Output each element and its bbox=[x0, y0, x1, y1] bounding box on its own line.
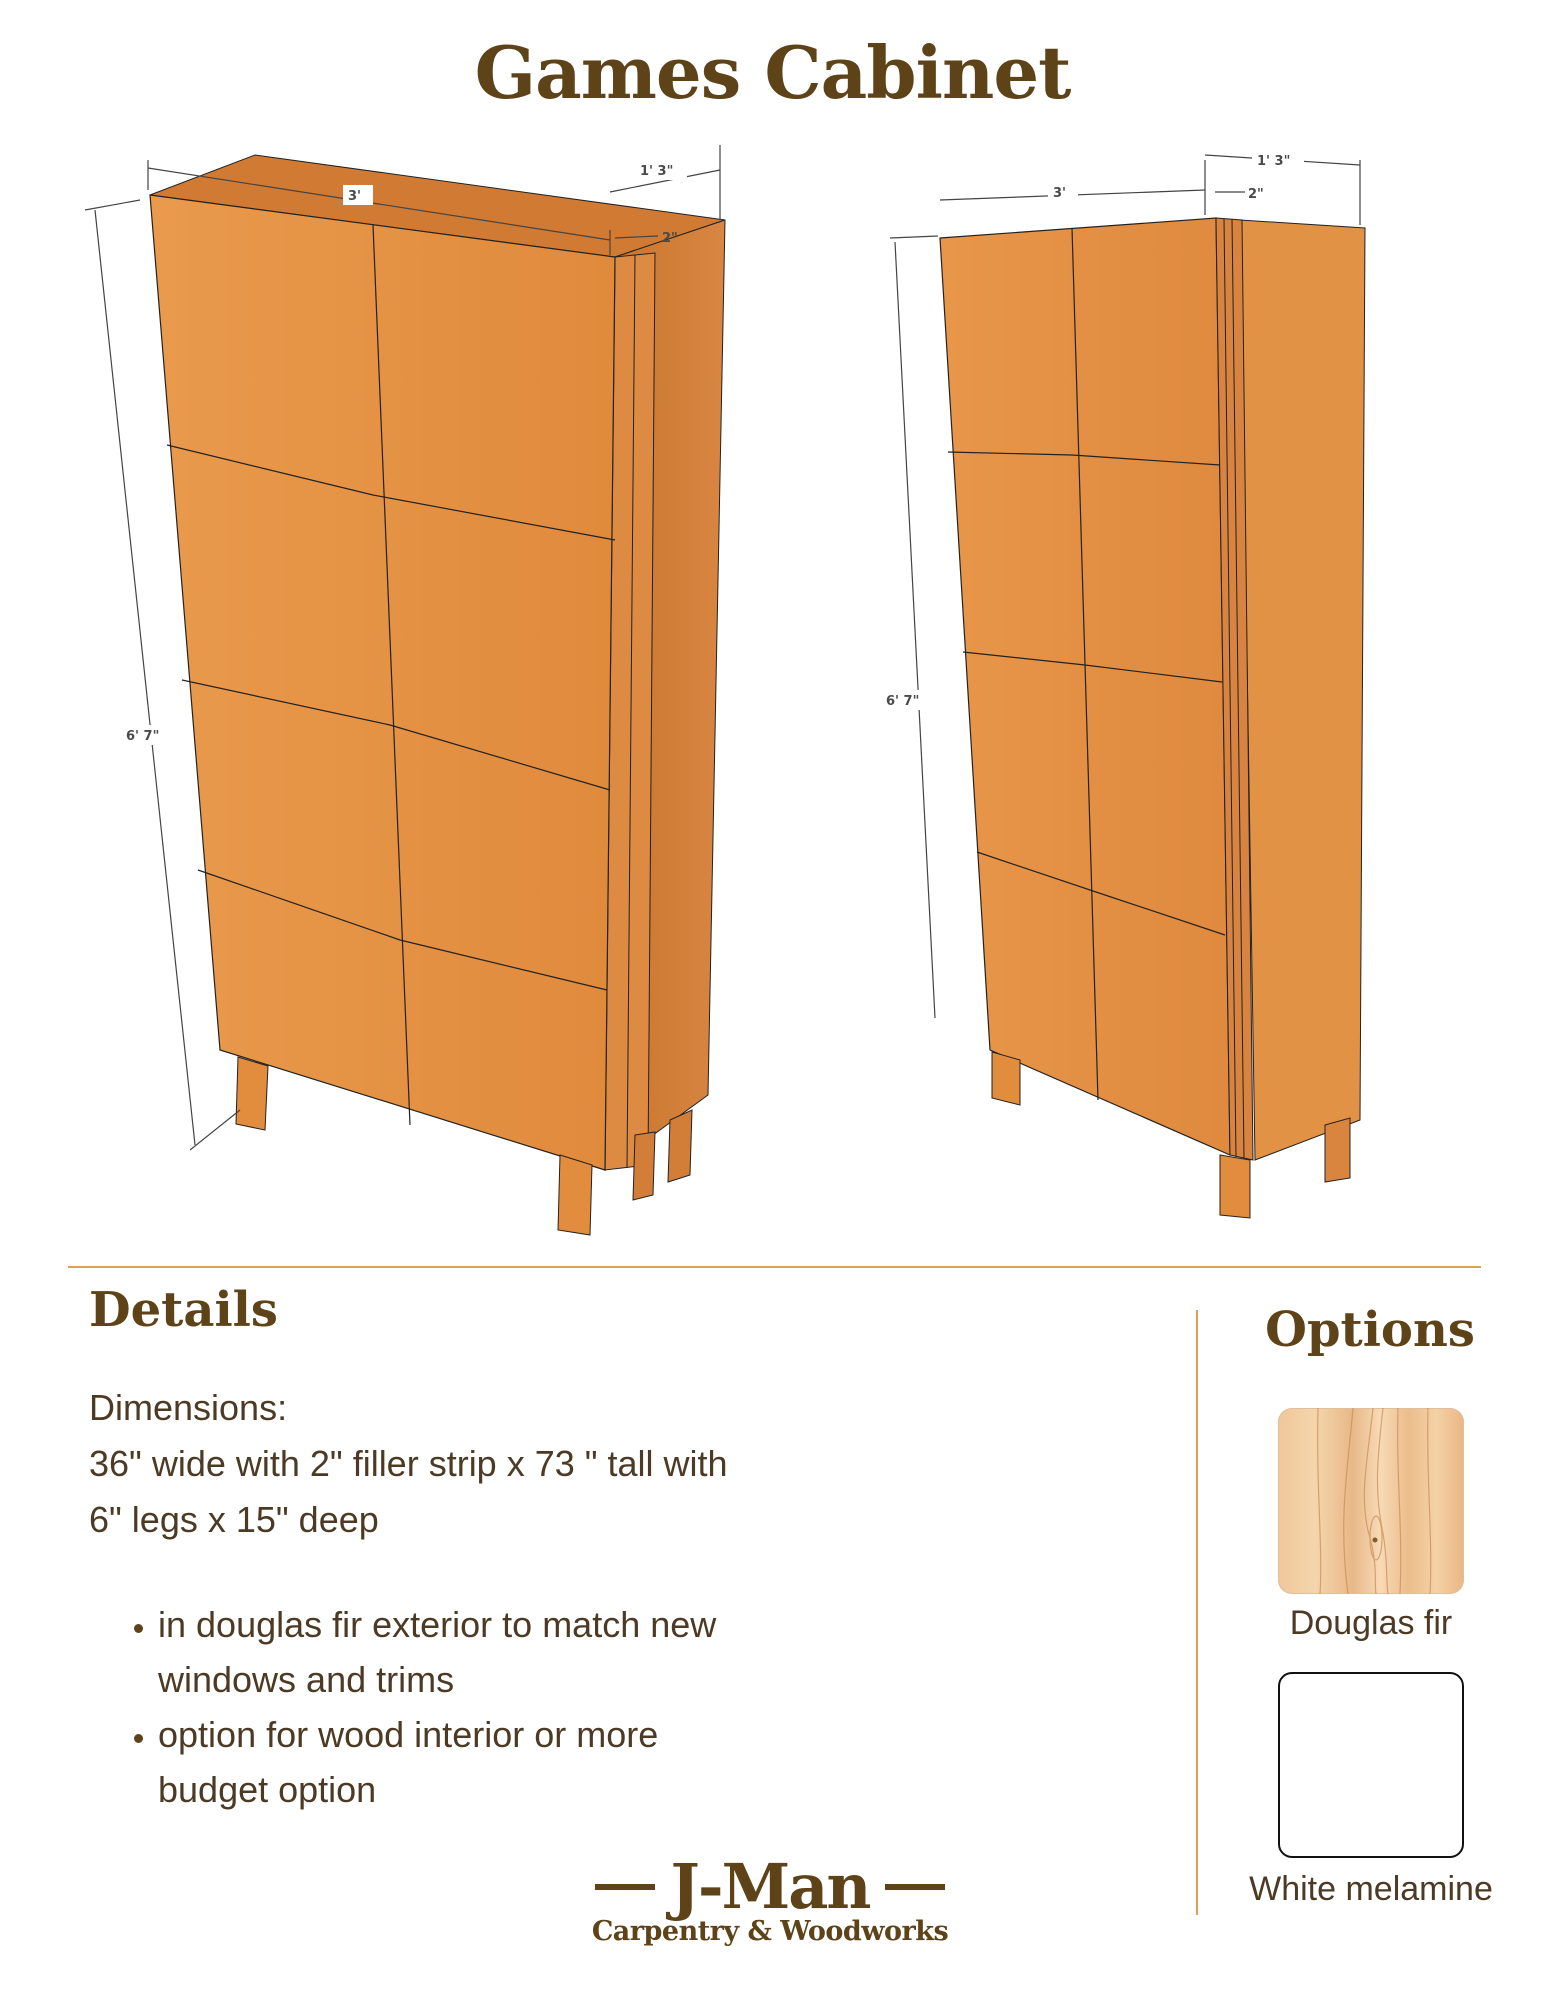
height-dimension-label: 6' 7" bbox=[886, 694, 920, 709]
cabinet-front bbox=[940, 218, 1230, 1155]
leg bbox=[236, 1057, 268, 1130]
dimensions-line: 6" legs x 15" deep bbox=[89, 1499, 379, 1540]
leg bbox=[992, 1052, 1020, 1105]
leg bbox=[1325, 1118, 1350, 1182]
logo-tagline: Carpentry & Woodworks bbox=[591, 1916, 949, 1947]
filler-dimension-label: 2" bbox=[662, 231, 678, 246]
dimensions-label: Dimensions: bbox=[89, 1387, 288, 1428]
dimensions-text bbox=[89, 1380, 728, 1548]
dimensions-line: 36" wide with 2" filler strip x 73 " tall with bbox=[89, 1443, 728, 1484]
leg bbox=[558, 1155, 592, 1235]
cabinet-side bbox=[1240, 220, 1365, 1160]
height-dimension-label: 6' 7" bbox=[126, 729, 160, 744]
leg bbox=[633, 1132, 655, 1200]
logo-dash-right bbox=[885, 1884, 945, 1890]
options-heading: Options bbox=[1265, 1302, 1475, 1358]
wood-grain-icon bbox=[1278, 1408, 1464, 1594]
white-melamine-swatch[interactable] bbox=[1278, 1672, 1464, 1858]
page-title: Games Cabinet bbox=[474, 30, 1071, 115]
filler-dimension-label: 2" bbox=[1248, 187, 1264, 202]
depth-dimension-label: 1' 3" bbox=[1257, 154, 1291, 169]
section-divider bbox=[68, 1266, 1481, 1268]
width-dimension-label: 3' bbox=[348, 189, 362, 204]
logo-name: J-Man bbox=[670, 1850, 870, 1923]
details-list bbox=[110, 1597, 778, 1817]
cabinet-front bbox=[150, 195, 615, 1170]
white-melamine-label: White melamine bbox=[1249, 1870, 1493, 1908]
details-heading: Details bbox=[89, 1282, 278, 1338]
company-logo bbox=[570, 1852, 970, 1947]
douglas-fir-label: Douglas fir bbox=[1289, 1604, 1453, 1642]
list-item: • in douglas fir exterior to match new windows and trims bbox=[158, 1597, 778, 1707]
logo-dash-left bbox=[595, 1884, 655, 1890]
cabinet-drawing-front bbox=[80, 120, 740, 1250]
width-dimension-label: 3' bbox=[1053, 186, 1067, 201]
list-item: • option for wood interior or more budget option bbox=[158, 1707, 778, 1817]
leg bbox=[1220, 1155, 1250, 1218]
cabinet-drawing-angled bbox=[860, 120, 1380, 1230]
douglas-fir-swatch[interactable] bbox=[1278, 1408, 1464, 1594]
depth-dimension-label: 1' 3" bbox=[640, 164, 674, 179]
leg bbox=[668, 1110, 692, 1182]
column-divider bbox=[1196, 1310, 1198, 1915]
